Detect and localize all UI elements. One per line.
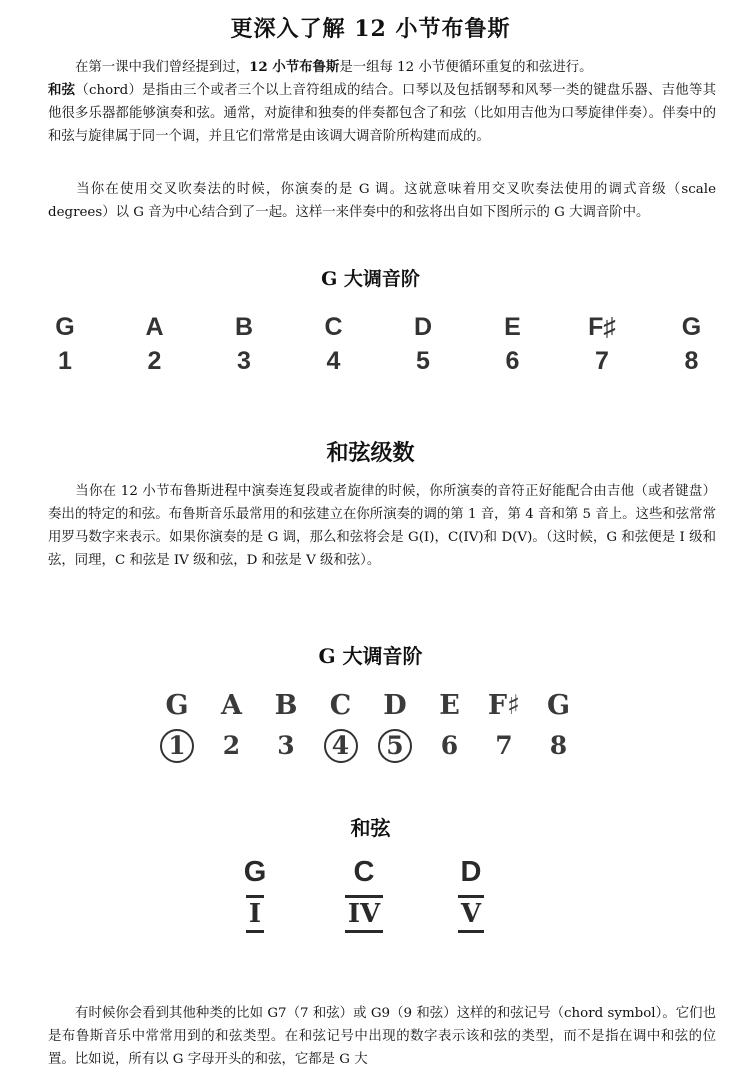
chord-name: G	[243, 856, 267, 888]
scale1-note: D	[413, 313, 433, 341]
scale2-column	[430, 688, 470, 764]
scale2-column	[157, 688, 197, 764]
scale2-column	[539, 688, 579, 764]
scale1-note: E	[504, 313, 521, 341]
intro-text-b: 是一组每 12 小节便循环重复的和弦进行。	[339, 60, 593, 75]
scale2-column	[375, 688, 415, 764]
scale1-column	[403, 310, 443, 378]
scale1-note: F♯	[588, 313, 616, 341]
scale1-column	[45, 310, 85, 378]
chord-name: D	[460, 856, 482, 888]
scale1-degree: 6	[505, 347, 520, 375]
chord-column	[225, 853, 285, 933]
scale1-note: A	[145, 313, 164, 341]
scale1-degree: 3	[237, 347, 251, 375]
scale1-degree: 5	[416, 347, 430, 375]
chord-degree-text: 当你在 12 小节布鲁斯进程中演奏连复段或者旋律的时候，你所演奏的音符正好能配合由吉他（或者键盘）奏出的特定的和弦。布鲁斯音乐最常用的和弦建立在你所演奏的调的第 1 音，第 4 音和第 5 音上。这些和弦常常用罗马数字来表示。如果你演奏的是 G 调，那么和弦将会是 G(I)，C(IV)和 D(V)。（这时候，G 和弦便是 I 级和弦，同理，C 和弦是 IV 级和弦，D 和弦是 V 级和弦）。	[48, 484, 716, 568]
scale1-column	[224, 310, 264, 378]
chord-column	[334, 853, 394, 933]
scale2-column	[266, 688, 306, 764]
scale1-column	[582, 310, 622, 378]
scale2-note: G	[546, 690, 571, 721]
chords-title: 和弦	[350, 816, 391, 840]
scale1-note: B	[234, 313, 254, 341]
scale1-degree: 4	[326, 347, 341, 375]
chord-roman-numeral: I	[246, 895, 264, 933]
scale2-degree: 8	[549, 731, 568, 760]
scale2-note: F♯	[487, 690, 521, 721]
scale2-note: C	[329, 690, 352, 721]
scale1-column	[135, 310, 175, 378]
scale2-degree: 2	[222, 731, 241, 760]
outro-text: 有时候你会看到其他种类的比如 G7（7 和弦）或 G9（9 和弦）这样的和弦记号（chord symbol）。它们也是布鲁斯音乐中常常用到的和弦类型。在和弦记号中出现的数字表示该和弦的类型，而不是指在调中和弦的位置。比如说，所有以 G 字母开头的和弦，它都是 G 大	[48, 1006, 716, 1067]
scale2-column	[212, 688, 252, 764]
chord-term: 和弦	[48, 82, 76, 98]
scale2-note: E	[439, 690, 460, 721]
cross-harp-text: 当你在使用交叉吹奏法的时候，你演奏的是 G 调。这就意味着用交叉吹奏法使用的调式音级（scale degrees）以 G 音为中心结合到了一起。这样一来伴奏中的和弦将出自如下图所示的 G 大调音阶中。	[48, 182, 716, 220]
scale2-column	[321, 688, 361, 764]
scale1-column	[672, 310, 712, 378]
scale1-column	[314, 310, 354, 378]
chord-roman-numeral: IV	[345, 895, 383, 933]
intro-bold-term: 12 小节布鲁斯	[249, 59, 340, 75]
scale2-degree-circled: 1	[160, 729, 194, 763]
scale1-note: C	[324, 313, 343, 341]
scale2-degree-circled: 5	[378, 729, 412, 763]
scale1-degree: 2	[147, 347, 162, 375]
chord-roman-numeral: V	[458, 895, 484, 933]
scale1-degree: 8	[684, 347, 699, 375]
scale-title-2: G 大调音阶	[318, 644, 423, 668]
chord-definition: （chord）是指由三个或者三个以上音符组成的结合。口琴以及包括钢琴和风琴一类的键盘乐器、吉他等其他很多乐器都能够演奏和弦。通常，对旋律和独奏的伴奏都包含了和弦（比如用吉他为口琴旋律伴奏）。伴奏中的和弦与旋律属于同一个调，并且它们常常是由该调大调音阶所构建而成的。	[48, 83, 717, 144]
scale2-degree: 7	[495, 731, 513, 760]
page-title: 更深入了解 12 小节布鲁斯	[230, 16, 511, 42]
intro-text-a: 在第一课中我们曾经提到过，	[75, 60, 250, 75]
scale2-note: G	[165, 690, 189, 721]
scale2-degree-circled: 4	[324, 729, 358, 763]
scale1-column	[493, 310, 533, 378]
scale2-note: D	[383, 690, 407, 721]
scale1-degree: 1	[58, 347, 72, 375]
scale1-note: G	[55, 313, 75, 341]
chord-degree-title: 和弦级数	[326, 440, 415, 466]
scale2-degree: 6	[440, 731, 459, 760]
chord-column	[441, 853, 501, 933]
scale2-degree: 3	[277, 731, 295, 760]
scale2-note: B	[274, 690, 298, 721]
scale-table-2	[0, 688, 741, 768]
chord-degree-paragraph	[48, 480, 716, 572]
scale-table-1	[0, 310, 741, 380]
intro-paragraph	[48, 56, 716, 148]
chord-list	[0, 853, 741, 943]
cross-harp-paragraph	[48, 178, 716, 224]
chord-name: C	[353, 856, 375, 888]
scale1-note: G	[681, 313, 702, 341]
scale2-column	[484, 688, 524, 764]
scale-title-1: G 大调音阶	[321, 268, 420, 290]
scale2-note: A	[221, 690, 242, 721]
outro-paragraph	[48, 1002, 716, 1071]
scale1-degree: 7	[595, 347, 609, 375]
